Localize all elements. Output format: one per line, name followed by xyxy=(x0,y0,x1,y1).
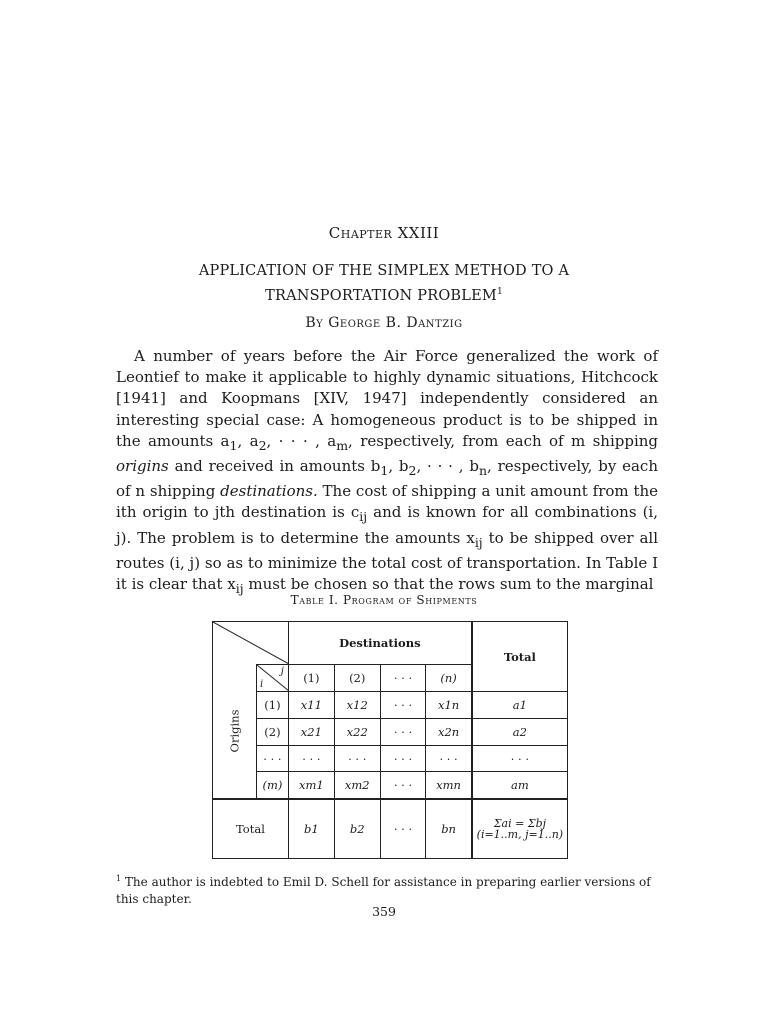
body-text xyxy=(116,346,658,599)
total-row-label: Total xyxy=(213,799,289,859)
col-header: (n) xyxy=(426,665,472,692)
total-row xyxy=(213,799,568,859)
footnote-text: The author is indebted to Emil D. Schell for assistance in preparing earlier versions of this chapter. xyxy=(116,875,651,906)
row-label: (1) xyxy=(256,692,288,719)
chapter-title xyxy=(0,261,768,307)
table-cell: x11 xyxy=(288,692,334,719)
footnote xyxy=(116,870,661,908)
row-label: · · · xyxy=(256,745,288,772)
col-header: · · · xyxy=(380,665,426,692)
destinations-header: Destinations xyxy=(288,622,471,665)
corner-diagonal-line xyxy=(213,622,289,664)
chapter-title-line-2 xyxy=(0,282,768,307)
col-header: (1) xyxy=(288,665,334,692)
table-cell: xm2 xyxy=(334,772,380,799)
total-column-header: Total xyxy=(472,622,568,692)
footnote-mark: 1 xyxy=(116,874,122,883)
table-corner xyxy=(213,622,289,665)
row-label: (2) xyxy=(256,718,288,745)
row-total: a2 xyxy=(472,718,568,745)
table-cell: x22 xyxy=(334,718,380,745)
row-total: a1 xyxy=(472,692,568,719)
table-cell: x1n xyxy=(426,692,472,719)
row-total: · · · xyxy=(472,745,568,772)
table-cell: · · · xyxy=(380,718,426,745)
row-total: am xyxy=(472,772,568,799)
table-cell: x2n xyxy=(426,718,472,745)
index-i: i xyxy=(259,679,264,691)
body-paragraph: A number of years before the Air Force generalized the work of Leontief to make it applicable to highly dynamic situations, Hitchcock [1941] and Koopmans [XIV, 1947] independently considered an interesting special case: A homogeneous product is to be shipped in the amounts $a_1$, $a_2$, · · · , $a_m$, respectively, from each of m shipping origins and received in amounts $b_1$, $b_2$, · · · , $b_n$, respectively, by each of n shipping destinations. The cost of shipping a unit amount from the ith origin to jth destination is $c_{ij}$ and is known for all combinations (i, j). The problem is to determine the amounts $x_{ij}$ to be shipped over all routes (i, j) so as to minimize the total cost of transportation. In Table I it is clear that $x_{ij}$ must be chosen so that the rows sum to the marginal xyxy=(116,347,659,597)
table-row xyxy=(213,692,568,719)
chapter-heading: Chapter XXIII xyxy=(328,224,440,242)
author-byline: By George B. Dantzig xyxy=(305,315,463,331)
index-j: j xyxy=(280,666,284,678)
table-cell: x12 xyxy=(334,692,380,719)
shipments-table xyxy=(212,621,568,859)
table-cell: · · · xyxy=(380,772,426,799)
table-cell: x21 xyxy=(288,718,334,745)
chapter-title-line-2-text: TRANSPORTATION PROBLEM xyxy=(265,287,497,304)
chapter-title-line-1: APPLICATION OF THE SIMPLEX METHOD TO A xyxy=(198,263,570,279)
table-cell: · · · xyxy=(334,745,380,772)
page-number: 359 xyxy=(372,904,396,919)
origins-header xyxy=(213,665,257,799)
column-total: b2 xyxy=(334,799,380,859)
table-row xyxy=(213,718,568,745)
index-corner xyxy=(256,665,288,692)
grand-total: Σai = Σbj (i=1..m, j=1..n) xyxy=(472,799,568,859)
column-total: · · · xyxy=(380,799,426,859)
table-caption: Table I. Program of Shipments xyxy=(290,593,478,607)
table-cell: · · · xyxy=(380,745,426,772)
title-footnote-mark: 1 xyxy=(496,287,503,297)
table-cell: xm1 xyxy=(288,772,334,799)
table-cell: · · · xyxy=(380,692,426,719)
origins-label: Origins xyxy=(227,709,242,753)
table-cell: · · · xyxy=(426,745,472,772)
col-header: (2) xyxy=(334,665,380,692)
table-cell: xmn xyxy=(426,772,472,799)
table-row xyxy=(213,772,568,799)
table-row xyxy=(213,745,568,772)
column-total: bn xyxy=(426,799,472,859)
table-cell: · · · xyxy=(288,745,334,772)
column-total: b1 xyxy=(288,799,334,859)
row-label: (m) xyxy=(256,772,288,799)
